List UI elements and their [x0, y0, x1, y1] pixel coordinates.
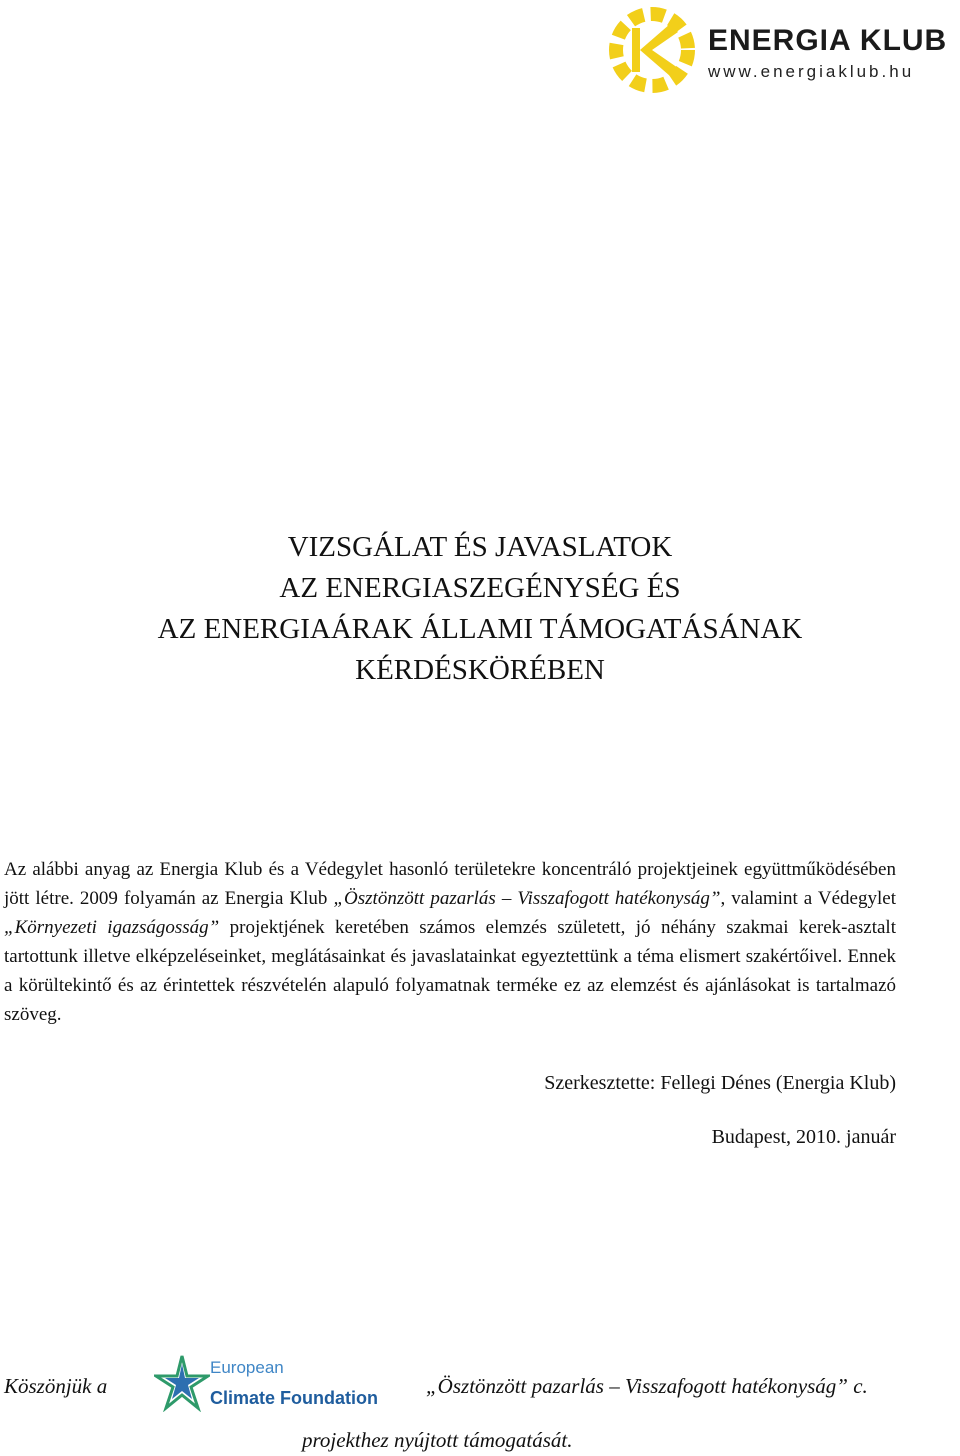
ecf-line-2: Climate — [210, 1388, 276, 1408]
energia-klub-name: ENERGIA KLUB — [708, 24, 948, 57]
ecf-star-icon — [154, 1354, 210, 1412]
intro-project-vedegylet: „Környezeti igazságosság” — [4, 916, 220, 938]
thanks-suffix: projekthez nyújtott támogatását. — [302, 1428, 573, 1452]
energia-klub-logo — [604, 2, 960, 98]
intro-text-2: , valamint a Védegylet — [720, 887, 896, 909]
intro-text-3: projektjének keretében számos elemzés született, jó néhány szakmai kerek-asztalt tartottunk illetve elképzeléseinket, meglátásainkat és javaslatainkat egyeztettünk a téma elismert szakértőivel. Ennek a körültekintő és az érintettek részvételén alapuló folyamatnak terméke ez az elemzést és ajánlásokat is tartalmazó szöveg. — [4, 916, 896, 1025]
thanks-prefix: Köszönjük a — [4, 1374, 108, 1398]
intro-paragraph — [4, 856, 896, 1029]
european-climate-foundation-logo — [154, 1354, 384, 1414]
title-line: AZ ENERGIASZEGÉNYSÉG ÉS — [279, 572, 681, 604]
ecf-line-3: Foundation — [280, 1388, 379, 1408]
title-line: VIZSGÁLAT ÉS JAVASLATOK — [287, 531, 673, 563]
thanks-project: „Ösztönzött pazarlás – Visszafogott hatékonyság” c. — [426, 1374, 868, 1398]
intro-project-energia-klub: „Ösztönzött pazarlás – Visszafogott hatékonyság” — [333, 887, 721, 909]
editor-line: Szerkesztette: Fellegi Dénes (Energia Klub) — [544, 1072, 896, 1094]
ecf-line-1: European — [210, 1358, 284, 1377]
energia-klub-url: www.energiaklub.hu — [708, 62, 915, 81]
title-line: AZ ENERGIAÁRAK ÁLLAMI TÁMOGATÁSÁNAK — [157, 613, 803, 645]
date-line: Budapest, 2010. január — [711, 1126, 896, 1148]
intro-text-1: Az alábbi anyag az Energia Klub és a Védegylet hasonló területekre koncentráló projektjeinek együttműködésében jött létre. 2009 folyamán az Energia Klub — [4, 859, 896, 909]
document-title — [0, 527, 960, 691]
energia-klub-sun-icon — [604, 2, 700, 98]
ecf-line-2-3 — [210, 1388, 378, 1409]
title-line: KÉRDÉSKÖRÉBEN — [355, 654, 605, 686]
